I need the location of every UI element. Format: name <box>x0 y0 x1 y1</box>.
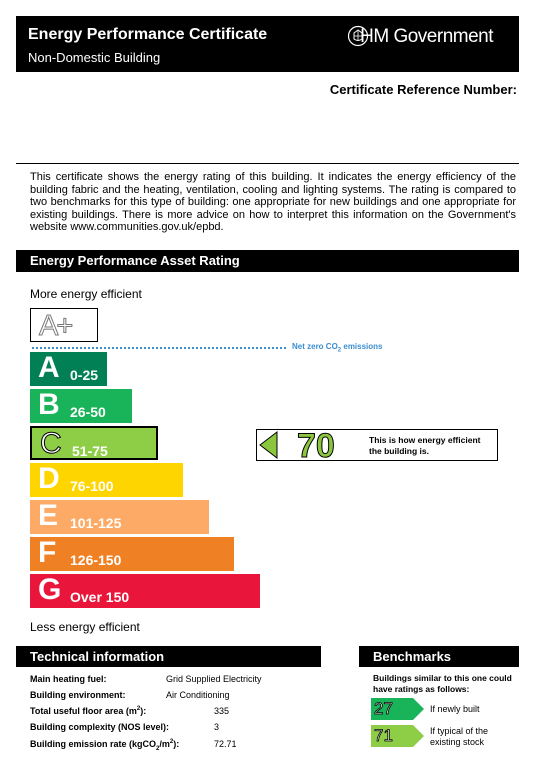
less-efficient-label: Less energy efficient <box>30 620 140 634</box>
tech-value: Grid Supplied Electricity <box>166 674 262 684</box>
tech-value: Air Conditioning <box>166 690 230 700</box>
rating-description: This is how energy efficient the building is. <box>369 435 481 456</box>
tech-label-tail: /m <box>159 739 170 749</box>
benchmark-value: 27 <box>374 699 393 718</box>
tech-value: 3 <box>214 722 220 732</box>
certificate-reference-label: Certificate Reference Number: <box>329 82 517 97</box>
tech-label <box>30 706 146 716</box>
tech-value: 335 <box>214 706 230 716</box>
band-e <box>30 500 209 534</box>
aplus-band-label: A+ <box>39 310 72 342</box>
technical-info-heading <box>16 646 321 667</box>
rating-value: 70 <box>297 427 335 465</box>
band-range: 26-50 <box>70 404 106 420</box>
tech-label-sup: 2 <box>136 706 141 712</box>
tech-label: Building environment: <box>30 690 126 700</box>
tech-label: Building complexity (NOS level): <box>30 722 170 732</box>
technical-info-heading-text: Technical information <box>30 649 165 664</box>
band-range: Over 150 <box>70 589 130 605</box>
benchmarks-heading-text: Benchmarks <box>373 649 452 664</box>
net-zero-tail: emissions <box>341 342 383 351</box>
band-letter: D <box>38 462 60 495</box>
band-b <box>30 389 132 423</box>
benchmark-new-build-arrow <box>371 698 425 720</box>
band-letter: A <box>38 351 60 384</box>
benchmark-existing-stock-arrow <box>371 725 425 747</box>
band-g <box>30 574 260 608</box>
certificate-title: Energy Performance Certificate <box>28 26 268 43</box>
band-d <box>30 463 183 497</box>
asset-rating-heading <box>16 250 519 272</box>
tech-label-end: ): <box>173 739 180 749</box>
net-zero-label <box>292 342 383 354</box>
band-letter: E <box>38 499 59 532</box>
band-range: 126-150 <box>70 552 122 568</box>
band-letter: C <box>40 427 62 460</box>
band-f <box>30 537 234 571</box>
net-zero-text: Net zero CO <box>292 342 338 351</box>
divider <box>16 163 519 164</box>
intro-paragraph: This certificate shows the energy rating of this building. It indicates the energy efficiency of the building fabric and the heating, ventilation, cooling and lighting systems. The rating is compared to two benchmarks for this type of building: one appropriate for new buildings and one appropriate for existing buildings. There is more advice on how to interpret this information on the Government's website www.communities.gov.uk/epbd. <box>30 171 516 234</box>
benchmark-label: If typical of the existing stock <box>430 726 489 747</box>
building-rating-indicator <box>256 427 498 465</box>
band-letter: F <box>38 536 57 569</box>
band-letter: G <box>38 573 62 606</box>
tech-label-part: Total useful floor area (m <box>30 706 137 716</box>
band-letter: B <box>38 388 60 421</box>
net-zero-sub: 2 <box>337 347 342 354</box>
hm-government-logo: HM Government <box>360 26 493 47</box>
tech-label <box>30 739 179 752</box>
rating-arrow-icon <box>259 431 289 459</box>
net-zero-dotted-line <box>32 347 286 349</box>
aplus-band <box>30 308 98 342</box>
benchmarks-heading <box>359 646 519 667</box>
tech-value: 72.71 <box>214 739 237 749</box>
benchmarks-intro: Buildings similar to this one could have ratings as follows: <box>373 673 512 694</box>
band-range: 76-100 <box>70 478 114 494</box>
tech-label-sup: 2 <box>169 739 174 745</box>
band-range: 101-125 <box>70 515 122 531</box>
certificate-subtitle: Non-Domestic Building <box>28 50 161 65</box>
benchmark-label: If newly built <box>430 704 480 714</box>
band-range: 51-75 <box>72 443 108 459</box>
tech-label-sub: 2 <box>156 745 160 752</box>
band-a <box>30 352 107 386</box>
more-efficient-label: More energy efficient <box>30 287 142 301</box>
tech-label-tail: ): <box>140 706 147 716</box>
tech-label-part: Building emission rate (kgCO <box>30 739 157 749</box>
band-range: 0-25 <box>70 367 99 383</box>
certificate-header <box>16 16 519 72</box>
tech-label: Main heating fuel: <box>30 674 107 684</box>
benchmark-value: 71 <box>374 726 393 745</box>
asset-rating-heading-text: Energy Performance Asset Rating <box>30 253 240 268</box>
band-c <box>30 426 158 460</box>
